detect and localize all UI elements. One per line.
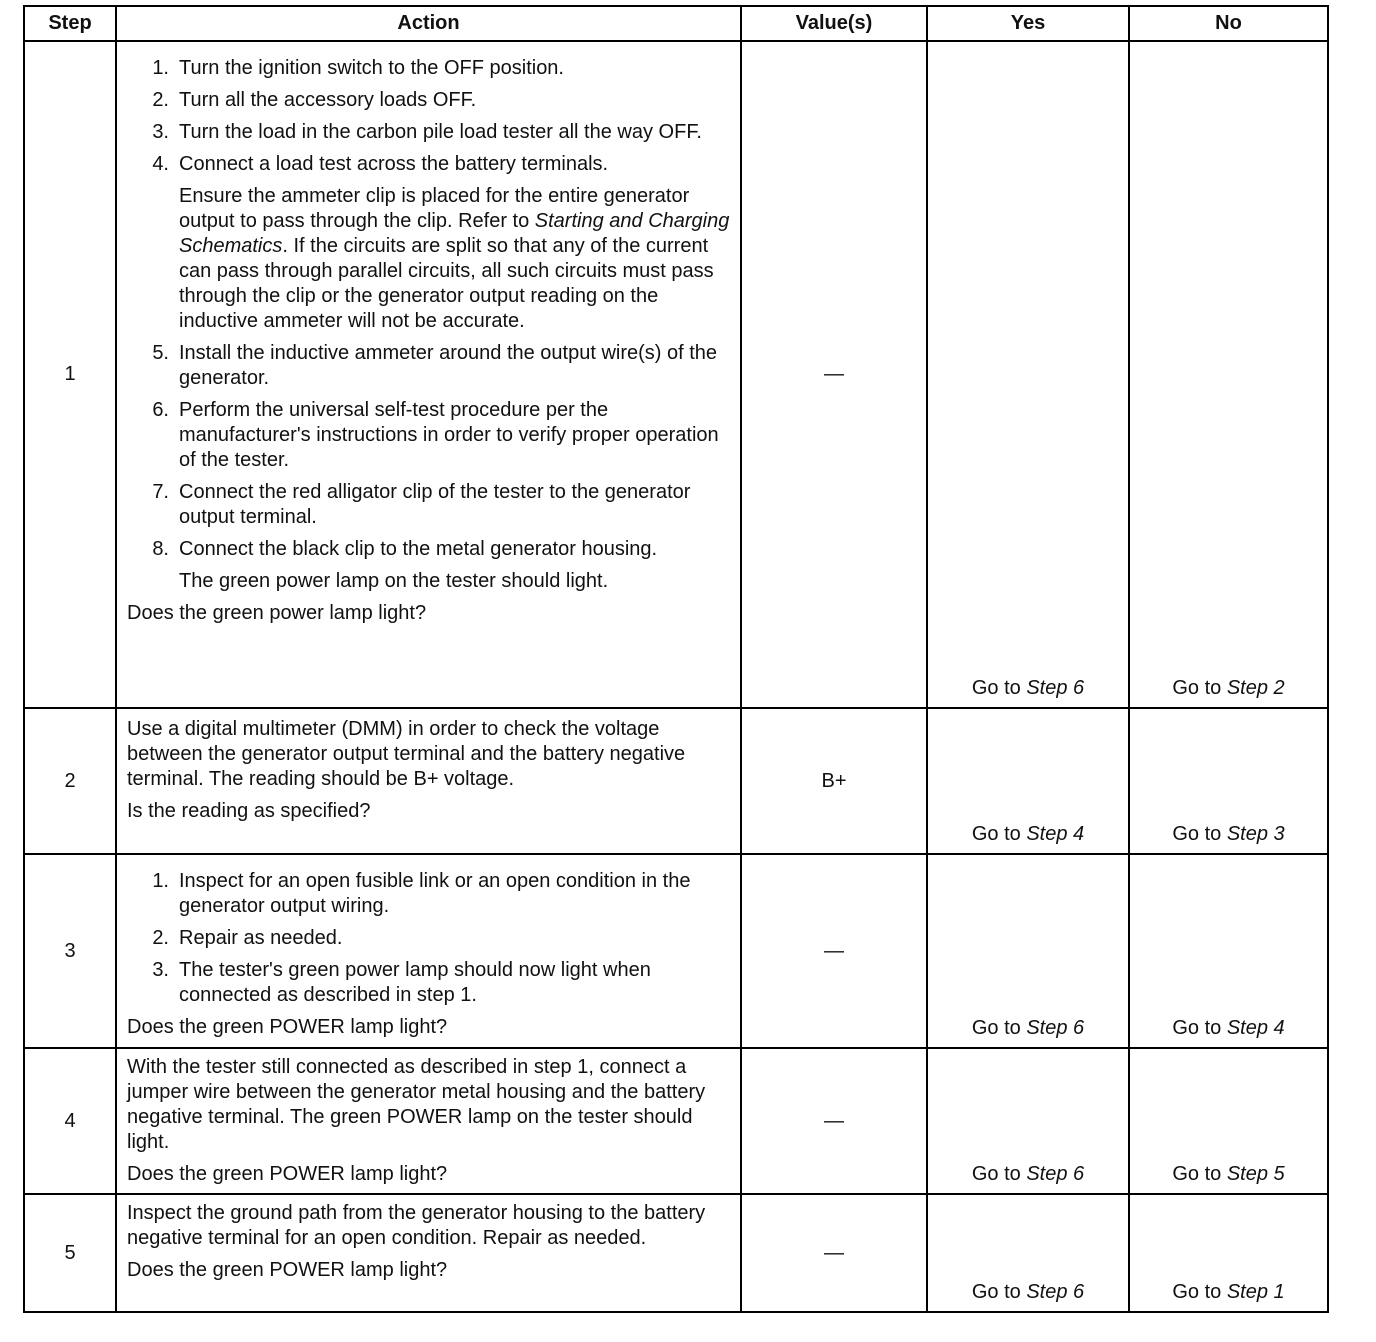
value-cell: — [741, 41, 927, 708]
value-cell: — [741, 854, 927, 1048]
yes-step-ref: Step 6 [1026, 1017, 1085, 1039]
yes-cell: Go to Step 4 [927, 708, 1129, 854]
action-cell [116, 41, 741, 708]
question-text: Does the green POWER lamp light? [127, 1016, 448, 1038]
no-cell: Go to Step 5 [1129, 1048, 1328, 1194]
list-item: 8. Connect the black clip to the metal generator housing. [152, 538, 658, 560]
lamp-note: The green power lamp on the tester should light. [179, 570, 609, 592]
list-item: 5. Install the inductive ammeter around the output wire(s) of the generator. [152, 342, 718, 389]
yes-step-ref: Step 6 [1026, 677, 1085, 699]
header-action: Action [116, 6, 741, 41]
step-number: 3 [24, 854, 116, 1048]
no-step-ref: Step 1 [1226, 1281, 1285, 1303]
table-row [24, 854, 1328, 1048]
no-step-ref: Step 2 [1226, 677, 1285, 699]
no-step-ref: Step 5 [1226, 1163, 1285, 1185]
yes-cell: Go to Step 6 [927, 1048, 1129, 1194]
schematics-reference: Starting and Charging Schematics [179, 210, 730, 257]
value-cell: B+ [741, 708, 927, 854]
yes-step-ref: Step 6 [1026, 1163, 1085, 1185]
header-no: No [1129, 6, 1328, 41]
step-number: 1 [24, 41, 116, 708]
no-cell: Go to Step 4 [1129, 854, 1328, 1048]
action-text: Inspect the ground path from the generator housing to the battery negative terminal for an open condition. Repair as needed. [127, 1202, 706, 1249]
value-cell: — [741, 1194, 927, 1312]
list-item: 6. Perform the universal self-test procedure per the manufacturer's instructions in order to verify proper operation of the tester. [152, 399, 719, 471]
yes-cell: Go to Step 6 [927, 854, 1129, 1048]
table-row [24, 708, 1328, 854]
step-number: 2 [24, 708, 116, 854]
no-cell: Go to Step 3 [1129, 708, 1328, 854]
value-cell: — [741, 1048, 927, 1194]
diagnostic-table [23, 5, 1329, 1313]
table-row [24, 1048, 1328, 1194]
list-item: 1. Turn the ignition switch to the OFF position. [152, 57, 564, 79]
list-item: 7. Connect the red alligator clip of the tester to the generator output terminal. [152, 481, 691, 528]
header-values: Value(s) [741, 6, 927, 41]
no-step-ref: Step 3 [1226, 823, 1285, 845]
question-text: Is the reading as specified? [127, 800, 371, 822]
table-row [24, 41, 1328, 708]
table-row [24, 1194, 1328, 1312]
list-item: 4. Connect a load test across the battery terminals. [152, 153, 609, 175]
header-step: Step [24, 6, 116, 41]
yes-cell: Go to Step 6 [927, 1194, 1129, 1312]
question-text: Does the green power lamp light? [127, 602, 427, 624]
header-yes: Yes [927, 6, 1129, 41]
no-cell: Go to Step 1 [1129, 1194, 1328, 1312]
action-text: With the tester still connected as described in step 1, connect a jumper wire between the generator metal housing and the battery negative terminal. The green POWER lamp on the tester should light. [127, 1056, 706, 1153]
list-item: 2. Repair as needed. [152, 927, 343, 949]
action-cell [116, 708, 741, 854]
list-item: 2. Turn all the accessory loads OFF. [152, 89, 477, 111]
action-cell [116, 854, 741, 1048]
step-number: 5 [24, 1194, 116, 1312]
yes-step-ref: Step 4 [1026, 823, 1085, 845]
action-text: Use a digital multimeter (DMM) in order to check the voltage between the generator output terminal and the battery negative terminal. The reading should be B+ voltage. [127, 718, 686, 790]
no-step-ref: Step 4 [1226, 1017, 1285, 1039]
list-item: 1. Inspect for an open fusible link or an open condition in the generator output wiring. [152, 870, 691, 917]
action-cell [116, 1194, 741, 1312]
question-text: Does the green POWER lamp light? [127, 1163, 448, 1185]
ammeter-note: Ensure the ammeter clip is placed for the entire generator output to pass through the clip. Refer to Starting and Charging Schematics. If the circuits are split so that any of the current can pass through parallel circuits, all such circuits must pass through the clip or the generator output reading on the inductive ammeter will not be accurate. [179, 185, 730, 332]
step-number: 4 [24, 1048, 116, 1194]
action-cell [116, 1048, 741, 1194]
yes-cell: Go to Step 6 [927, 41, 1129, 708]
header-row [24, 6, 1328, 41]
question-text: Does the green POWER lamp light? [127, 1259, 448, 1281]
yes-step-ref: Step 6 [1026, 1281, 1085, 1303]
no-cell: Go to Step 2 [1129, 41, 1328, 708]
list-item: 3. Turn the load in the carbon pile load tester all the way OFF. [152, 121, 702, 143]
list-item: 3. The tester's green power lamp should now light when connected as described in step 1. [152, 959, 651, 1006]
